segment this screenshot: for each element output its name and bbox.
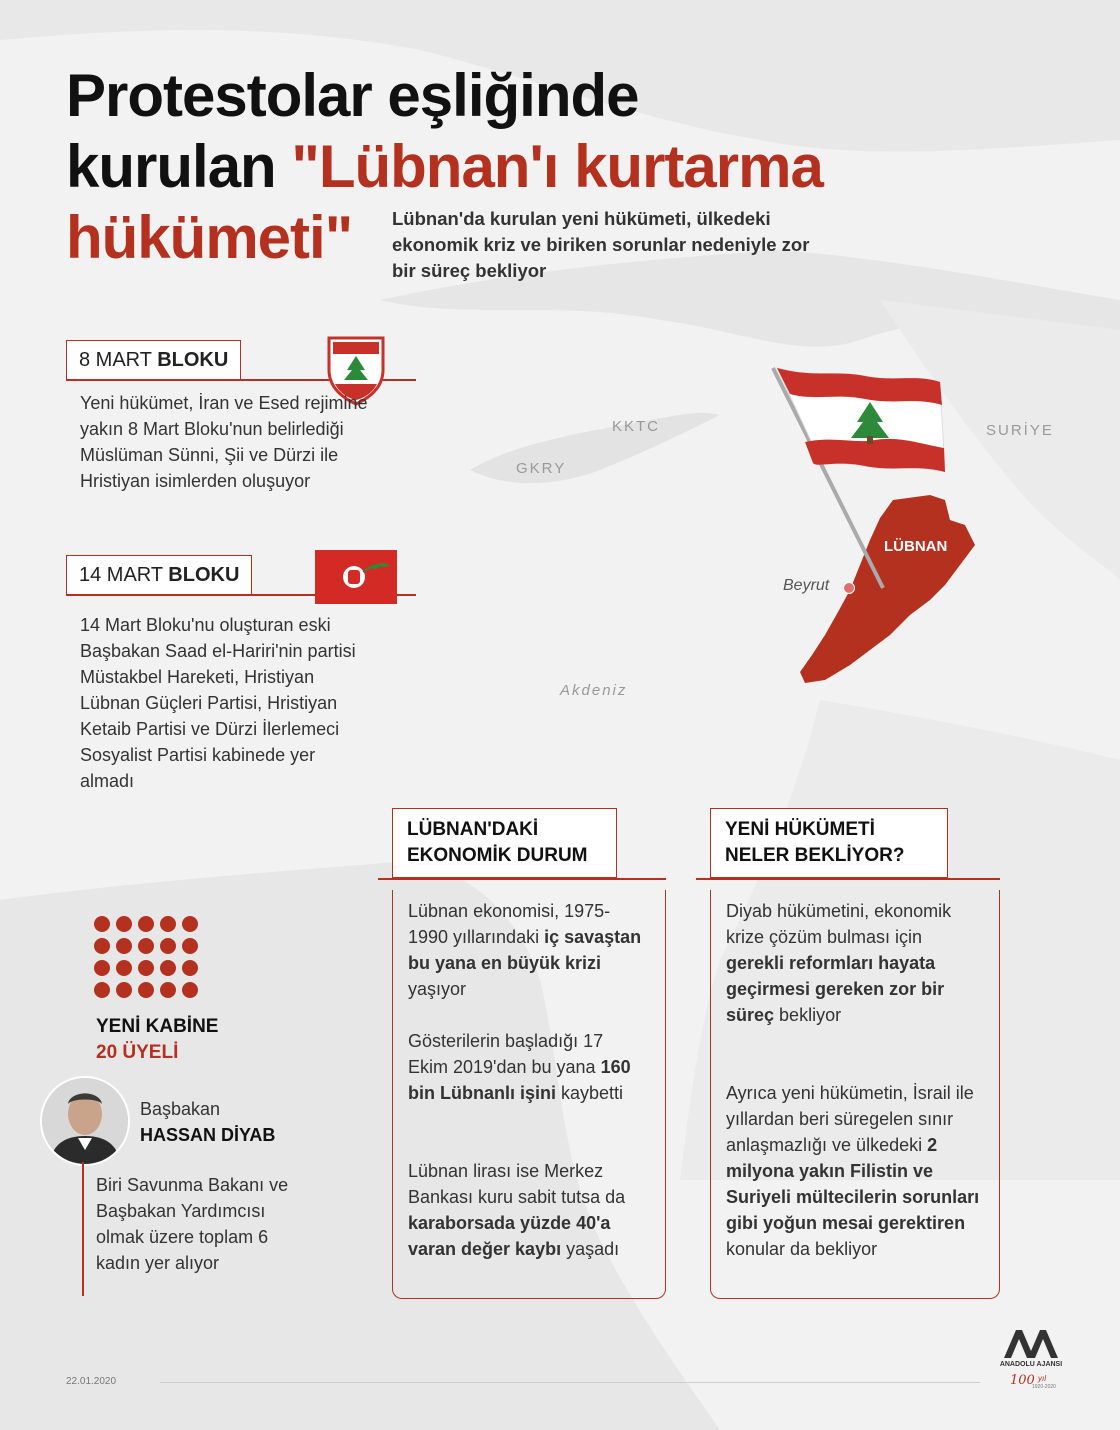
map-label-akdeniz: Akdeniz [560,682,628,699]
bloc-8-label-normal: 8 MART [79,349,158,371]
lebanon-flag-icon [765,360,955,600]
cabinet-text: Biri Savunma Bakanı ve Başbakan Yardımcısı olmak üzere toplam 6 kadın yer alıyor [96,1175,289,1273]
map-label-gkry: GKRY [516,460,567,477]
title-line-2 [66,131,966,202]
expect-p1-a: Diyab hükümetini, ekonomik krize çözüm bulması için [726,901,952,947]
economy-p2-b: 160 bin Lübnanlı işini [408,1057,631,1103]
cabinet-vline [82,1162,84,1296]
pm-name: HASSAN DİYAB [140,1125,276,1145]
pm-role: Başbakan [140,1099,221,1119]
cabinet-title: YENİ KABİNE [96,1016,219,1037]
cabinet-count: 20 ÜYELİ [96,1042,179,1063]
agency-name: ANADOLU AJANSI [999,1361,1063,1368]
map-label-lubnan: LÜBNAN [884,538,948,555]
economy-p1-a: Lübnan ekonomisi, 1975-1990 yıllarındaki [408,901,611,947]
bloc-14-text: 14 Mart Bloku'nu oluşturan eski Başbakan Saad el-Hariri'nin partisi Müstakbel Hareketi, Hristiyan Lübnan Güçleri Partisi, Hristiyan Ketaib Partisi ve Dürzi İlerlemeci Sosyalist Partisi kabinede yer almadı [80,615,356,791]
bloc-14-label-normal: 14 MART [79,564,169,586]
title-line-1: Protestolar eşliğinde [66,62,639,129]
economy-p2-a: Gösterilerin başladığı 17 Ekim 2019'dan bu yana [408,1031,604,1077]
economy-p2-c: kaybetti [556,1083,624,1103]
subtitle: Lübnan'da kurulan yeni hükümeti, ülkedeki ekonomik kriz ve biriken sorunlar nedeniyle zor bir süreç bekliyor [392,208,810,281]
expect-p2-b: 2 milyona yakın Filistin ve Suriyeli mültecilerin sorunları gibi yoğun mesai gerektiren [726,1135,980,1233]
expect-p2 [726,1080,984,1262]
anadolu-agency-logo-icon [1000,1326,1062,1360]
map-label-beyrut: Beyrut [783,577,830,594]
expect-p1 [726,898,984,1028]
person-icon [42,1078,128,1164]
title-line-3: hükümeti" [66,204,353,271]
bloc-14-label-bold: BLOKU [168,564,240,586]
economy-p1 [408,898,648,1002]
title-line-2-red: "Lübnan'ı kurtarma [291,133,823,200]
cabinet-dots [94,916,206,1000]
economy-p2 [408,1028,648,1106]
expect-heading-2: NELER BEKLİYOR? [725,845,905,866]
economy-p1-c: yaşıyor [408,979,467,999]
anniv-number: 100 [1010,1373,1035,1388]
expect-divider [696,878,1000,880]
economy-p3-c: yaşadı [561,1239,620,1259]
expect-p1-c: bekliyor [774,1005,842,1025]
economy-p3-b: karaborsada yüzde 40'a varan değer kaybı [408,1213,611,1259]
economy-heading-1: LÜBNAN'DAKİ [407,819,539,840]
anniv-years: 1920-2020 [1032,1384,1056,1390]
expect-heading [710,808,948,878]
bloc-8-label [66,340,241,380]
footer-date: 22.01.2020 [66,1376,117,1387]
map-label-suriye: SURİYE [986,422,1054,439]
economy-p1-b: iç savaştan bu yana en büyük krizi [408,927,642,973]
economy-p3-a: Lübnan lirası ise Merkez Bankası kuru sabit tutsa da [408,1161,626,1207]
economy-heading [392,808,617,878]
map-label-kktc: KKTC [612,418,661,435]
bloc-8-label-bold: BLOKU [157,349,229,371]
economy-divider [378,878,666,880]
expect-p2-a: Ayrıca yeni hükümetin, İsrail ile yıllardan beri süregelen sınır anlaşmazlığı ve ülkedeki [726,1083,974,1155]
economy-heading-2: EKONOMİK DURUM [407,845,588,866]
expect-heading-1: YENİ HÜKÜMETİ [725,819,875,840]
expect-p1-b: gerekli reformları hayata geçirmesi gereken zor bir süreç [726,953,945,1025]
bloc-8-text: Yeni hükümet, İran ve Esed rejimine yakın 8 Mart Bloku'nun belirlediği Müslüman Sünni, Şii ve Dürzi ile Hristiyan isimlerden oluşuyor [80,393,368,491]
economy-p3 [408,1158,633,1262]
footer-divider [160,1382,980,1383]
title-line-2-black: kurulan [66,133,292,200]
pm-avatar [40,1076,130,1166]
expect-p2-c: konular da bekliyor [726,1239,878,1259]
march-14-flag-icon [315,550,397,604]
bloc-14-label [66,555,252,595]
anniv-suffix: yıl [1038,1374,1046,1383]
